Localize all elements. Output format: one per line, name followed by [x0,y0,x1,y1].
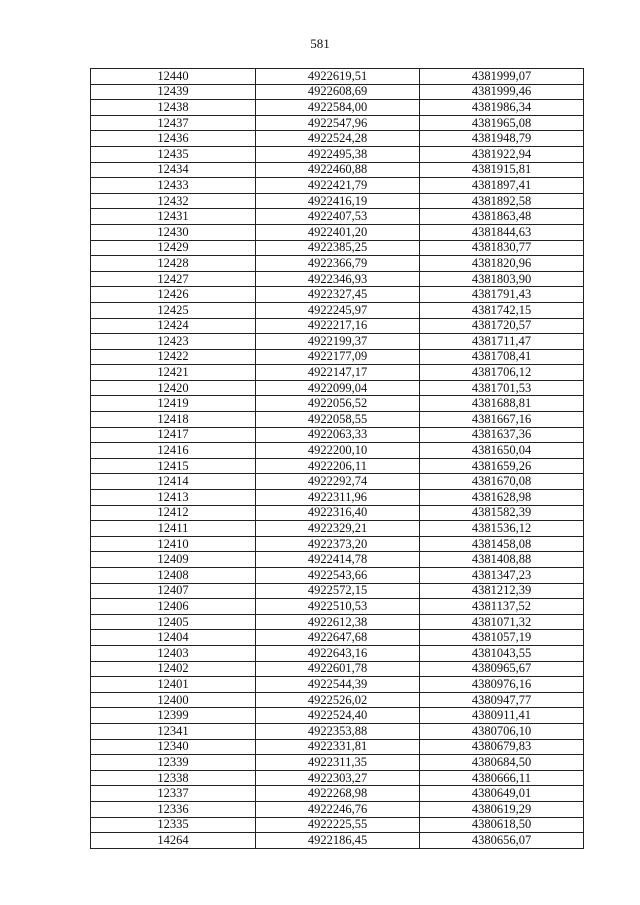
table-row [91,318,584,334]
table-row [91,224,584,240]
point-number-cell: 12439 [91,84,256,100]
table-row [91,302,584,318]
table-row [91,209,584,225]
point-number-cell: 12409 [91,552,256,568]
point-number-cell: 12429 [91,240,256,256]
x-coordinate-cell: 4922311,35 [256,755,420,771]
point-number-cell: 12414 [91,474,256,490]
y-coordinate-cell: 4380619,29 [420,801,584,817]
point-number-cell: 12426 [91,287,256,303]
point-number-cell: 12418 [91,412,256,428]
coordinates-table [90,68,584,849]
y-coordinate-cell: 4381999,46 [420,84,584,100]
x-coordinate-cell: 4922353,88 [256,723,420,739]
y-coordinate-cell: 4381820,96 [420,256,584,272]
table-row [91,84,584,100]
table-row [91,396,584,412]
table-row [91,443,584,459]
table-row [91,833,584,849]
point-number-cell: 12423 [91,334,256,350]
x-coordinate-cell: 4922544,39 [256,677,420,693]
table-row [91,630,584,646]
table-row [91,69,584,85]
point-number-cell: 12417 [91,427,256,443]
point-number-cell: 12433 [91,178,256,194]
x-coordinate-cell: 4922584,00 [256,100,420,116]
y-coordinate-cell: 4381863,48 [420,209,584,225]
y-coordinate-cell: 4381071,32 [420,614,584,630]
x-coordinate-cell: 4922058,55 [256,412,420,428]
y-coordinate-cell: 4381458,08 [420,536,584,552]
point-number-cell: 12425 [91,302,256,318]
point-number-cell: 12400 [91,692,256,708]
table-row [91,723,584,739]
y-coordinate-cell: 4381659,26 [420,458,584,474]
point-number-cell: 12416 [91,443,256,459]
table-row [91,739,584,755]
point-number-cell: 12407 [91,583,256,599]
y-coordinate-cell: 4381708,41 [420,349,584,365]
y-coordinate-cell: 4381212,39 [420,583,584,599]
x-coordinate-cell: 4922414,78 [256,552,420,568]
x-coordinate-cell: 4922608,69 [256,84,420,100]
y-coordinate-cell: 4381043,55 [420,645,584,661]
x-coordinate-cell: 4922612,38 [256,614,420,630]
point-number-cell: 12428 [91,256,256,272]
x-coordinate-cell: 4922572,15 [256,583,420,599]
x-coordinate-cell: 4922303,27 [256,770,420,786]
y-coordinate-cell: 4381830,77 [420,240,584,256]
point-number-cell: 12434 [91,162,256,178]
y-coordinate-cell: 4381999,07 [420,69,584,85]
y-coordinate-cell: 4380911,41 [420,708,584,724]
table-row [91,412,584,428]
point-number-cell: 12411 [91,521,256,537]
table-row [91,677,584,693]
y-coordinate-cell: 4380649,01 [420,786,584,802]
y-coordinate-cell: 4380679,83 [420,739,584,755]
point-number-cell: 12402 [91,661,256,677]
point-number-cell: 12335 [91,817,256,833]
y-coordinate-cell: 4381711,47 [420,334,584,350]
x-coordinate-cell: 4922416,19 [256,193,420,209]
point-number-cell: 12432 [91,193,256,209]
table-row [91,583,584,599]
y-coordinate-cell: 4380706,10 [420,723,584,739]
x-coordinate-cell: 4922206,11 [256,458,420,474]
point-number-cell: 12401 [91,677,256,693]
point-number-cell: 12399 [91,708,256,724]
point-number-cell: 12339 [91,755,256,771]
table-row [91,146,584,162]
x-coordinate-cell: 4922292,74 [256,474,420,490]
y-coordinate-cell: 4381628,98 [420,490,584,506]
table-row [91,458,584,474]
y-coordinate-cell: 4381667,16 [420,412,584,428]
y-coordinate-cell: 4381701,53 [420,380,584,396]
point-number-cell: 12413 [91,490,256,506]
table-row [91,334,584,350]
table-row [91,380,584,396]
y-coordinate-cell: 4380618,50 [420,817,584,833]
point-number-cell: 12341 [91,723,256,739]
point-number-cell: 12404 [91,630,256,646]
table-row [91,115,584,131]
x-coordinate-cell: 4922186,45 [256,833,420,849]
point-number-cell: 12340 [91,739,256,755]
y-coordinate-cell: 4381706,12 [420,365,584,381]
x-coordinate-cell: 4922543,66 [256,568,420,584]
x-coordinate-cell: 4922510,53 [256,599,420,615]
y-coordinate-cell: 4380976,16 [420,677,584,693]
x-coordinate-cell: 4922524,40 [256,708,420,724]
point-number-cell: 12405 [91,614,256,630]
y-coordinate-cell: 4381986,34 [420,100,584,116]
y-coordinate-cell: 4381720,57 [420,318,584,334]
y-coordinate-cell: 4381688,81 [420,396,584,412]
table-row [91,645,584,661]
x-coordinate-cell: 4922421,79 [256,178,420,194]
point-number-cell: 14264 [91,833,256,849]
point-number-cell: 12437 [91,115,256,131]
y-coordinate-cell: 4381670,08 [420,474,584,490]
table-row [91,521,584,537]
table-row [91,801,584,817]
point-number-cell: 12406 [91,599,256,615]
table-row [91,365,584,381]
y-coordinate-cell: 4381915,81 [420,162,584,178]
x-coordinate-cell: 4922329,21 [256,521,420,537]
x-coordinate-cell: 4922200,10 [256,443,420,459]
y-coordinate-cell: 4381922,94 [420,146,584,162]
y-coordinate-cell: 4381650,04 [420,443,584,459]
point-number-cell: 12337 [91,786,256,802]
x-coordinate-cell: 4922331,81 [256,739,420,755]
x-coordinate-cell: 4922495,38 [256,146,420,162]
y-coordinate-cell: 4380656,07 [420,833,584,849]
y-coordinate-cell: 4381803,90 [420,271,584,287]
x-coordinate-cell: 4922327,45 [256,287,420,303]
table-row [91,349,584,365]
x-coordinate-cell: 4922056,52 [256,396,420,412]
y-coordinate-cell: 4381347,23 [420,568,584,584]
table-row [91,817,584,833]
point-number-cell: 12430 [91,224,256,240]
x-coordinate-cell: 4922460,88 [256,162,420,178]
table-row [91,193,584,209]
x-coordinate-cell: 4922177,09 [256,349,420,365]
y-coordinate-cell: 4380666,11 [420,770,584,786]
x-coordinate-cell: 4922199,37 [256,334,420,350]
x-coordinate-cell: 4922346,93 [256,271,420,287]
y-coordinate-cell: 4381408,88 [420,552,584,568]
point-number-cell: 12420 [91,380,256,396]
x-coordinate-cell: 4922524,28 [256,131,420,147]
table-row [91,131,584,147]
table-row [91,162,584,178]
point-number-cell: 12408 [91,568,256,584]
table-row [91,505,584,521]
table-row [91,692,584,708]
point-number-cell: 12427 [91,271,256,287]
x-coordinate-cell: 4922316,40 [256,505,420,521]
y-coordinate-cell: 4381582,39 [420,505,584,521]
x-coordinate-cell: 4922407,53 [256,209,420,225]
table-row [91,240,584,256]
table-row [91,614,584,630]
y-coordinate-cell: 4381892,58 [420,193,584,209]
y-coordinate-cell: 4380965,67 [420,661,584,677]
table-row [91,427,584,443]
x-coordinate-cell: 4922601,78 [256,661,420,677]
y-coordinate-cell: 4381897,41 [420,178,584,194]
table-row [91,599,584,615]
point-number-cell: 12431 [91,209,256,225]
x-coordinate-cell: 4922268,98 [256,786,420,802]
x-coordinate-cell: 4922385,25 [256,240,420,256]
x-coordinate-cell: 4922099,04 [256,380,420,396]
table-row [91,271,584,287]
table-row [91,178,584,194]
point-number-cell: 12438 [91,100,256,116]
y-coordinate-cell: 4381965,08 [420,115,584,131]
y-coordinate-cell: 4380684,50 [420,755,584,771]
page-number: 581 [310,36,330,51]
x-coordinate-cell: 4922147,17 [256,365,420,381]
x-coordinate-cell: 4922225,55 [256,817,420,833]
y-coordinate-cell: 4381137,52 [420,599,584,615]
table-row [91,100,584,116]
point-number-cell: 12336 [91,801,256,817]
table-row [91,708,584,724]
table-row [91,490,584,506]
table-row [91,256,584,272]
coordinates-table-body [91,69,584,849]
table-row [91,770,584,786]
point-number-cell: 12421 [91,365,256,381]
point-number-cell: 12415 [91,458,256,474]
point-number-cell: 12436 [91,131,256,147]
point-number-cell: 12424 [91,318,256,334]
x-coordinate-cell: 4922401,20 [256,224,420,240]
point-number-cell: 12422 [91,349,256,365]
table-row [91,661,584,677]
x-coordinate-cell: 4922246,76 [256,801,420,817]
x-coordinate-cell: 4922311,96 [256,490,420,506]
y-coordinate-cell: 4381948,79 [420,131,584,147]
table-row [91,755,584,771]
table-row [91,568,584,584]
x-coordinate-cell: 4922547,96 [256,115,420,131]
point-number-cell: 12419 [91,396,256,412]
point-number-cell: 12403 [91,645,256,661]
y-coordinate-cell: 4381844,63 [420,224,584,240]
x-coordinate-cell: 4922366,79 [256,256,420,272]
y-coordinate-cell: 4381057,19 [420,630,584,646]
y-coordinate-cell: 4381791,43 [420,287,584,303]
point-number-cell: 12440 [91,69,256,85]
x-coordinate-cell: 4922526,02 [256,692,420,708]
x-coordinate-cell: 4922619,51 [256,69,420,85]
y-coordinate-cell: 4381742,15 [420,302,584,318]
x-coordinate-cell: 4922245,97 [256,302,420,318]
y-coordinate-cell: 4381637,36 [420,427,584,443]
table-row [91,786,584,802]
point-number-cell: 12410 [91,536,256,552]
x-coordinate-cell: 4922643,16 [256,645,420,661]
point-number-cell: 12412 [91,505,256,521]
point-number-cell: 12338 [91,770,256,786]
table-row [91,287,584,303]
table-row [91,474,584,490]
x-coordinate-cell: 4922647,68 [256,630,420,646]
x-coordinate-cell: 4922217,16 [256,318,420,334]
point-number-cell: 12435 [91,146,256,162]
y-coordinate-cell: 4381536,12 [420,521,584,537]
x-coordinate-cell: 4922373,20 [256,536,420,552]
table-row [91,536,584,552]
table-row [91,552,584,568]
x-coordinate-cell: 4922063,33 [256,427,420,443]
y-coordinate-cell: 4380947,77 [420,692,584,708]
